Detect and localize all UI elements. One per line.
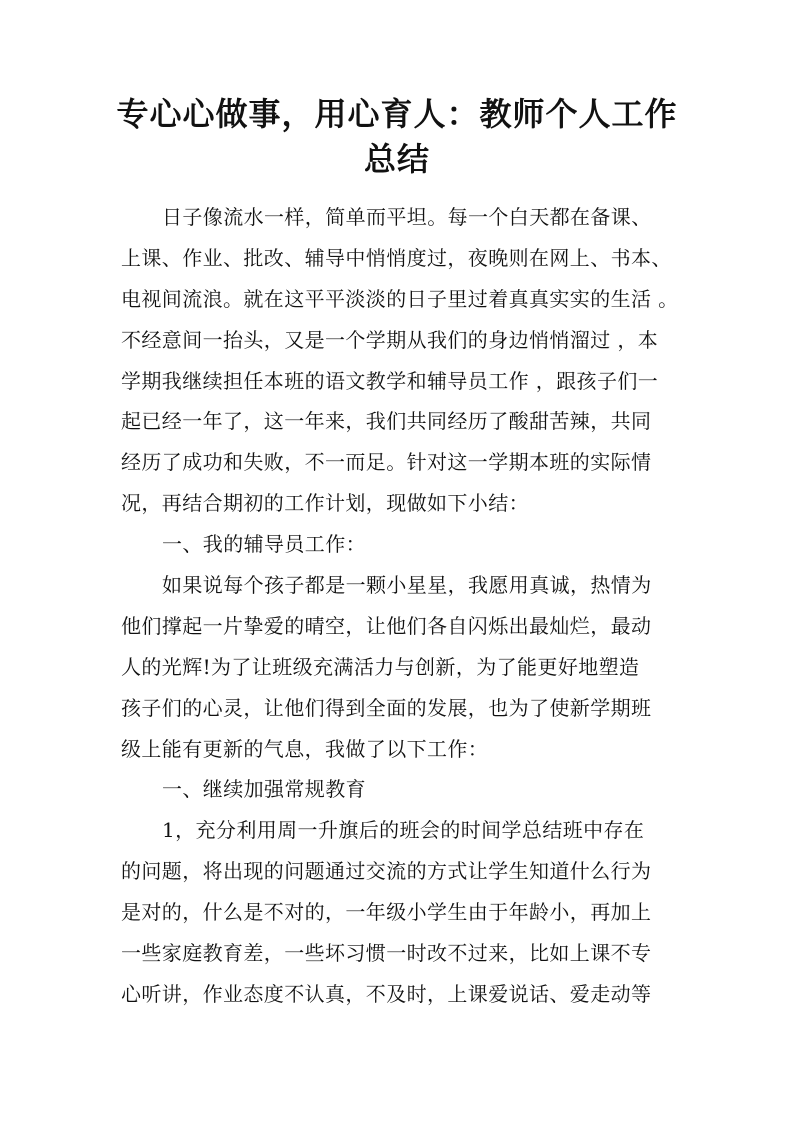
text-line: 一、我的辅导员工作： (162, 532, 366, 557)
text-line: 级上能有更新的气息，我做了以下工作： (121, 736, 489, 761)
text-line: 学期我继续担任本班的语文教学和辅导员工作 ，跟孩子们一 (121, 368, 659, 393)
text-line: 不经意间一抬头，又是一个学期从我们的身边悄悄溜过 ，本 (121, 327, 659, 352)
title-line-2: 总结 (363, 140, 430, 178)
text-line: 电视间流浪。就在这平平淡淡的日子里过着真真实实的生活 。 (121, 286, 679, 311)
page-title (110, 92, 684, 182)
text-line: 他们撑起一片挚爱的晴空，让他们各自闪烁出最灿烂，最动 (121, 613, 652, 638)
text-line: 是对的，什么是不对的，一年级小学生由于年龄小，再加上 (121, 900, 652, 925)
text-line: 1，充分利用周一升旗后的班会的时间学总结班中存在 (162, 818, 645, 843)
text-line: 日子像流水一样，简单而平坦。每一个白天都在备课、 (162, 205, 652, 229)
title-line-1: 专心心做事，用心育人：教师个人工作 (116, 95, 678, 133)
text-line: 人的光辉!为了让班级充满活力与创新，为了能更好地塑造 (121, 654, 640, 679)
text-line: 孩子们的心灵，让他们得到全面的发展，也为了使新学期班 (121, 695, 652, 720)
text-line: 起已经一年了，这一年来，我们共同经历了酸甜苦辣，共同 (121, 409, 652, 434)
text-line: 一些家庭教育差，一些坏习惯一时改不过来，比如上课不专 (121, 941, 652, 966)
text-line: 一、继续加强常规教育 (162, 777, 366, 802)
text-line: 上课、作业、批改、辅导中悄悄度过，夜晚则在网上、书本、 (121, 245, 672, 270)
text-line: 的问题，将出现的问题通过交流的方式让学生知道什么行为 (121, 859, 652, 884)
text-line: 经历了成功和失败，不一而足。针对这一学期本班的实际情 (121, 450, 652, 475)
body-text (121, 197, 681, 1015)
text-line: 如果说每个孩子都是一颗小星星，我愿用真诚，热情为 (162, 573, 652, 598)
text-line: 心听讲，作业态度不认真，不及时，上课爱说话、爱走动等 (121, 981, 652, 1006)
text-line: 况，再结合期初的工作计划，现做如下小结： (121, 491, 529, 516)
